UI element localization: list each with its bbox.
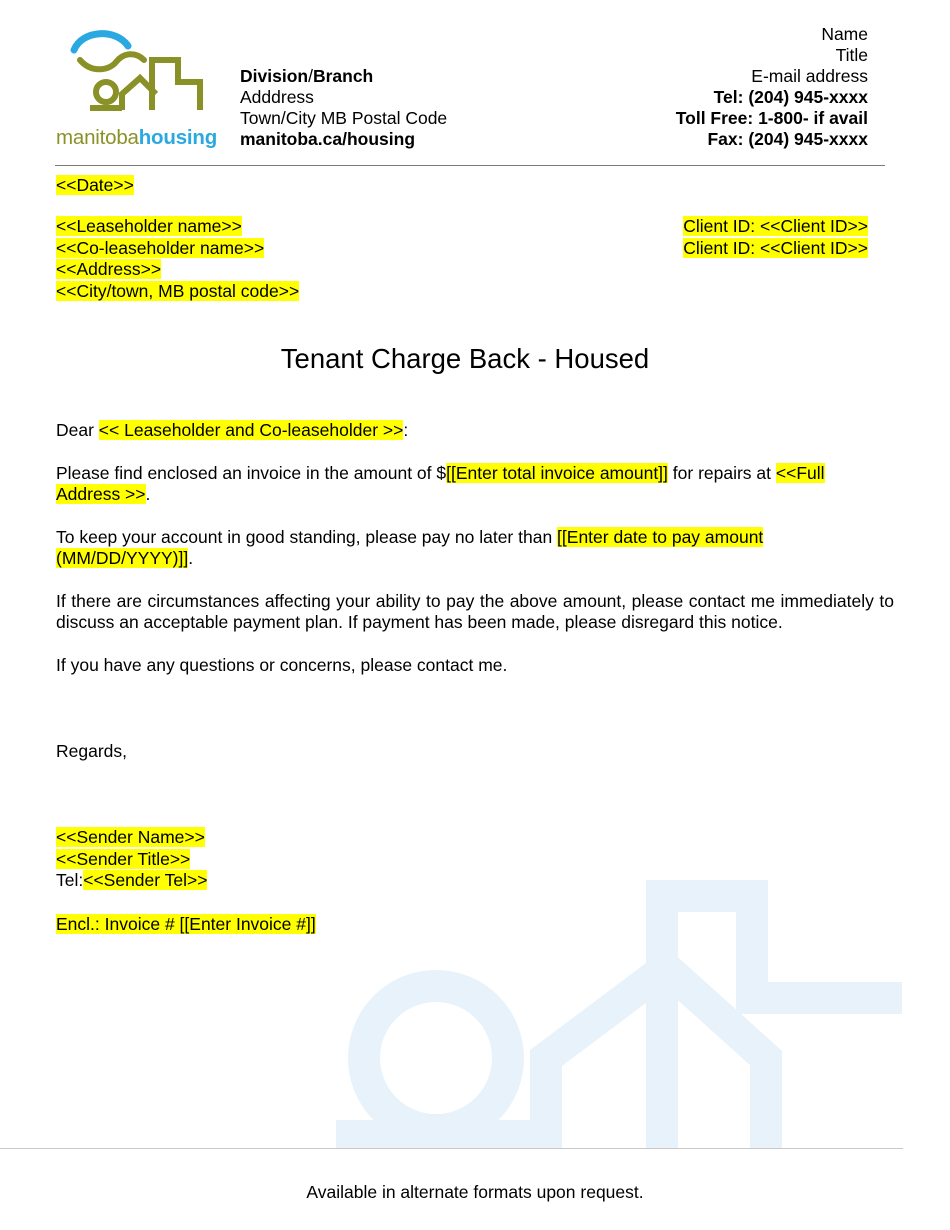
letter-title: Tenant Charge Back - Housed (280, 343, 650, 374)
letter-date: <<Date>> (56, 175, 134, 195)
recipient-line: <<Leaseholder name>> (56, 216, 242, 236)
paragraph-circumstances: If there are circumstances affecting your ability to pay the above amount, please contact me immediately to discuss an acceptable payment plan. If payment has been made, please disregard this notice. (56, 591, 894, 632)
contact-fax: Fax: (204) 945-xxxx (707, 129, 868, 149)
enclosure-line: Encl.: Invoice # [[Enter Invoice #]] (56, 914, 316, 934)
sender-name: <<Sender Name>> (56, 827, 205, 847)
client-id: Client ID: <<Client ID>> (683, 216, 868, 236)
recipient-block (56, 216, 299, 303)
client-id-block (683, 216, 868, 259)
salutation: Dear << Leaseholder and Co-leaseholder >>: (56, 420, 409, 440)
branch-city-postal: Town/City MB Postal Code (240, 108, 448, 128)
contact-title: Title (835, 45, 868, 65)
manitoba-housing-logo (56, 30, 218, 152)
recipient-line: <<City/town, MB postal code>> (56, 281, 300, 302)
client-id: Client ID: <<Client ID>> (683, 237, 868, 258)
sender-tel: Tel:<<Sender Tel>> (56, 870, 208, 891)
division-branch: Division/Branch (240, 66, 374, 86)
recipient-line: <<Address>> (56, 259, 162, 280)
housing-watermark-icon (336, 878, 902, 1148)
branch-address-block (240, 66, 447, 150)
contact-email: E-mail address (751, 66, 868, 86)
paragraph-invoice: Please find enclosed an invoice in the amount of $[[Enter total invoice amount]] for repairs at <<Full Address >>. (56, 463, 825, 504)
footer-note: Available in alternate formats upon request. (306, 1182, 644, 1202)
sender-signature-block (56, 827, 207, 892)
contact-toll-free: Toll Free: 1-800- if avail (675, 108, 868, 128)
footer-divider (0, 1148, 903, 1149)
paragraph-questions: If you have any questions or concerns, please contact me. (56, 655, 508, 675)
sender-contact-block (676, 24, 868, 150)
contact-tel: Tel: (204) 945-xxxx (713, 87, 868, 107)
recipient-line: <<Co-leaseholder name>> (56, 237, 265, 258)
paragraph-due-date: To keep your account in good standing, please pay no later than [[Enter date to pay amount (MM/DD/YYYY)]]. (56, 527, 764, 568)
sender-title: <<Sender Title>> (56, 848, 191, 869)
letter-body (56, 420, 894, 698)
header-divider (55, 165, 885, 166)
logo-mark-icon (56, 30, 206, 126)
branch-website: manitoba.ca/housing (240, 129, 416, 149)
logo-wordmark: manitobahousing (56, 126, 218, 149)
contact-name: Name (821, 24, 868, 44)
closing: Regards, (56, 741, 128, 761)
branch-address: Adddress (240, 87, 314, 107)
